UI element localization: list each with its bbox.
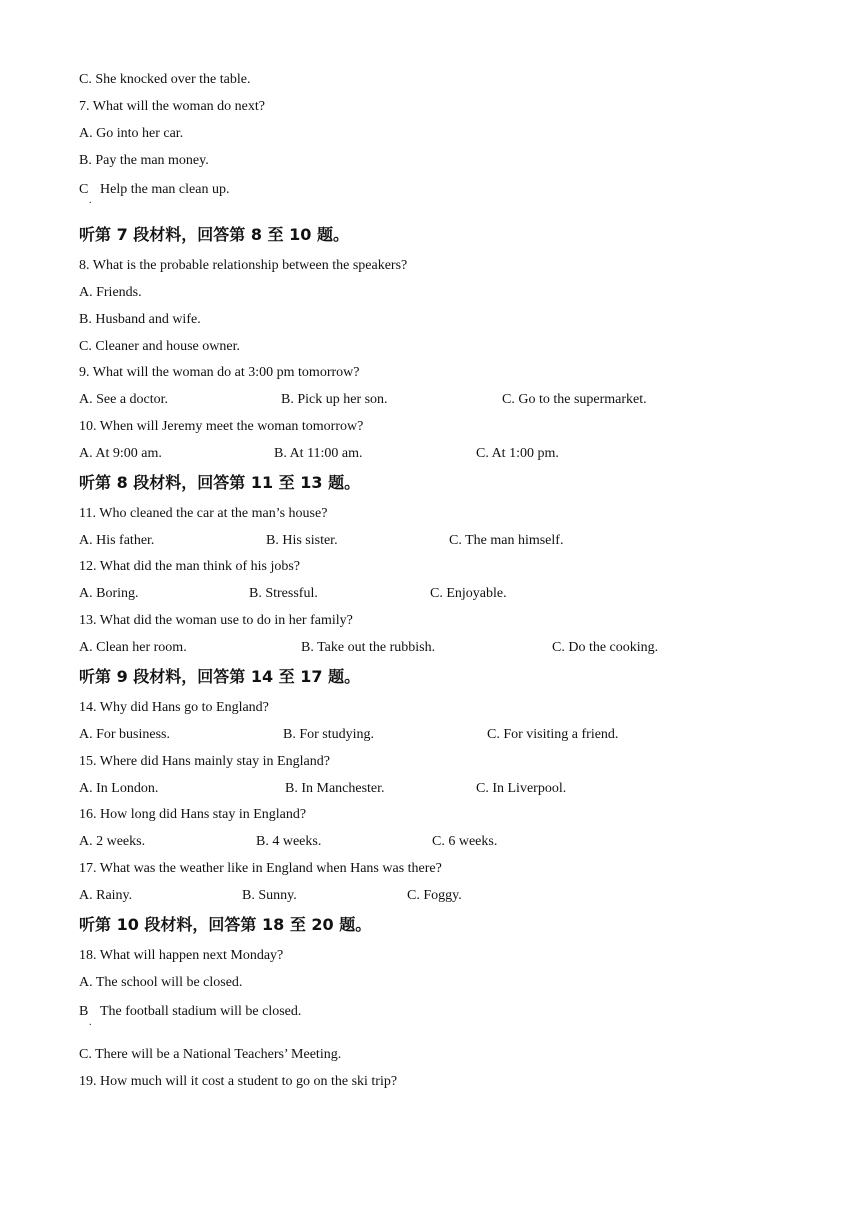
question-16: 16. How long did Hans stay in England? [79,807,307,822]
question-8: 8. What is the probable relationship between the speakers? [79,258,408,273]
section-heading-7: 听第 7 段材料，回答第 8 至 10 题。 [79,225,349,244]
option-12b: B. Stressful. [249,586,318,601]
question-7: 7. What will the woman do next? [79,99,265,114]
question-19: 19. How much will it cost a student to go on the ski trip? [79,1074,398,1089]
option-15a: A. In London. [79,781,159,796]
question-12: 12. What did the man think of his jobs? [79,559,300,574]
question-18: 18. What will happen next Monday? [79,948,284,963]
option-18b-letter: B [79,1004,89,1019]
option-14b: B. For studying. [283,727,375,742]
option-17a: A. Rainy. [79,888,133,903]
option-15b: B. In Manchester. [285,781,385,796]
option-16b: B. 4 weeks. [256,834,322,849]
question-9: 9. What will the woman do at 3:00 pm tomorrow? [79,365,360,380]
question-13: 13. What did the woman use to do in her family? [79,613,353,628]
option-10b: B. At 11:00 am. [274,446,363,461]
option-9a: A. See a doctor. [79,392,169,407]
option-8c: C. Cleaner and house owner. [79,339,240,354]
question-14: 14. Why did Hans go to England? [79,700,269,715]
option-7c-text: Help the man clean up. [100,182,230,197]
option-11a: A. His father. [79,533,155,548]
option-10a: A. At 9:00 am. [79,446,162,461]
question-15: 15. Where did Hans mainly stay in England? [79,754,330,769]
section-heading-8: 听第 8 段材料，回答第 11 至 13 题。 [79,473,361,492]
section-heading-9: 听第 9 段材料，回答第 14 至 17 题。 [79,667,361,686]
option-7c-dot: . [89,195,92,206]
option-8a: A. Friends. [79,285,142,300]
option-11c: C. The man himself. [449,533,564,548]
question-10: 10. When will Jeremy meet the woman tomorrow? [79,419,364,434]
option-18c: C. There will be a National Teachers’ Meeting. [79,1047,342,1062]
option-16c: C. 6 weeks. [432,834,498,849]
option-12a: A. Boring. [79,586,139,601]
option-15c: C. In Liverpool. [476,781,567,796]
option-13c: C. Do the cooking. [552,640,659,655]
option-8b: B. Husband and wife. [79,312,201,327]
option-16a: A. 2 weeks. [79,834,146,849]
option-6c: C. She knocked over the table. [79,72,251,87]
option-10c: C. At 1:00 pm. [476,446,559,461]
option-13b: B. Take out the rubbish. [301,640,436,655]
option-9c: C. Go to the supermarket. [502,392,647,407]
option-18b-dot: . [89,1017,92,1028]
question-11: 11. Who cleaned the car at the man’s house? [79,506,328,521]
option-12c: C. Enjoyable. [430,586,507,601]
option-14c: C. For visiting a friend. [487,727,619,742]
option-17b: B. Sunny. [242,888,297,903]
option-11b: B. His sister. [266,533,338,548]
option-13a: A. Clean her room. [79,640,187,655]
section-heading-10: 听第 10 段材料，回答第 18 至 20 题。 [79,915,372,934]
option-18b-text: The football stadium will be closed. [100,1004,302,1019]
option-9b: B. Pick up her son. [281,392,388,407]
option-18a: A. The school will be closed. [79,975,243,990]
option-7b: B. Pay the man money. [79,153,209,168]
option-7a: A. Go into her car. [79,126,184,141]
option-7c-letter: C [79,182,89,197]
option-14a: A. For business. [79,727,171,742]
question-17: 17. What was the weather like in England when Hans was there? [79,861,442,876]
option-17c: C. Foggy. [407,888,462,903]
